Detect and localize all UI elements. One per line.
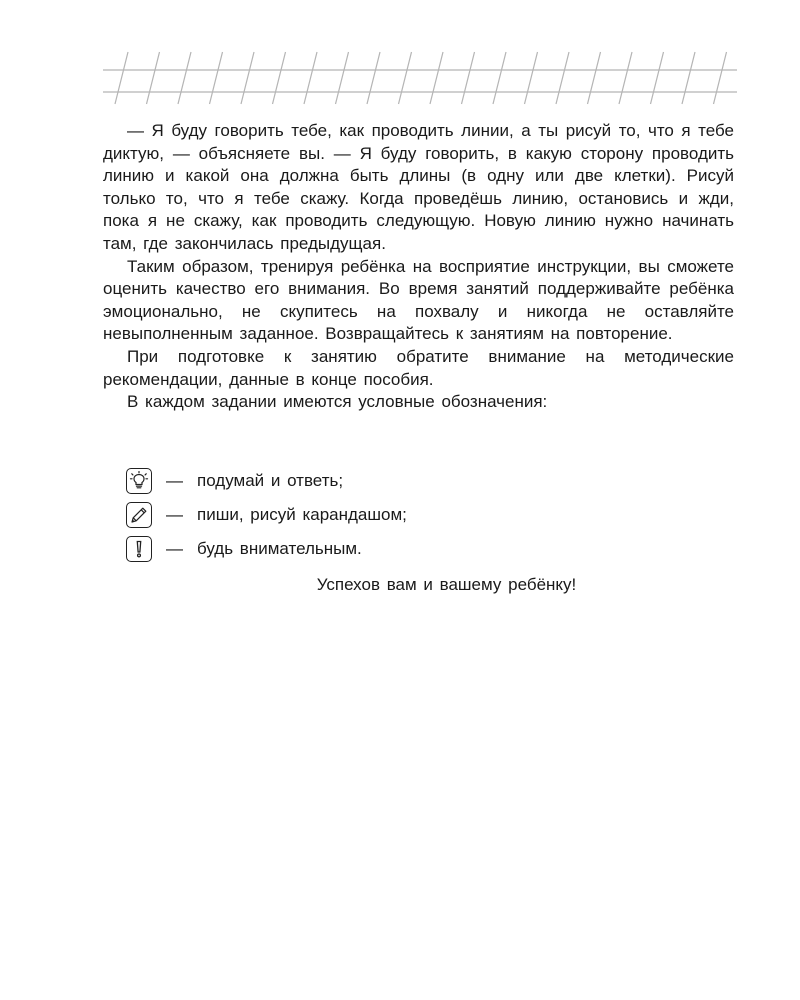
slant-guide-line bbox=[304, 52, 317, 104]
exclamation-icon bbox=[126, 536, 152, 562]
slant-guide-line bbox=[241, 52, 254, 104]
paragraph-attention: Таким образом, тренируя ребёнка на восприятие инструкции, вы сможете оценить качество его внимания. Во время занятий поддерживайте ребёнка эмоционально, не скупитесь на похвалу и никогда не оставляйте невыполненным заданное. Возвращайтесь к занятиям на повторение. bbox=[103, 256, 734, 344]
paragraph-legend-intro: В каждом задании имеются условные обозначения: bbox=[127, 392, 548, 412]
handwriting-guide-lines bbox=[103, 50, 737, 106]
slant-guide-line bbox=[336, 52, 349, 104]
slant-guide-line bbox=[682, 52, 695, 104]
slant-guide-line bbox=[525, 52, 538, 104]
paragraph-recommendations: При подготовке к занятию обратите внимание на методические рекомендации, данные в конце пособия. bbox=[103, 346, 734, 389]
slant-guide-line bbox=[367, 52, 380, 104]
closing-wish: Успехов вам и вашему ребёнку! bbox=[316, 575, 577, 594]
legend-dash: — bbox=[166, 505, 183, 524]
legend-label: будь внимательным. bbox=[197, 539, 362, 558]
slant-guide-line bbox=[178, 52, 191, 104]
slant-guide-line bbox=[147, 52, 160, 104]
slant-guide-line bbox=[462, 52, 475, 104]
legend-label: подумай и ответь; bbox=[197, 471, 344, 490]
slant-guide-line bbox=[115, 52, 128, 104]
pencil-icon bbox=[126, 502, 152, 528]
slant-guide-line bbox=[556, 52, 569, 104]
slant-guide-line bbox=[714, 52, 727, 104]
slant-guide-line bbox=[399, 52, 412, 104]
legend-item-write bbox=[126, 501, 407, 529]
paragraph-dictation: — Я буду говорить тебе, как проводить линии, а ты рисуй то, что я тебе диктую, — объясняете вы. — Я буду говорить, в какую сторону проводить линию и какой она должна быть длины (в одну или две клетки). Рисуй только то, что я тебе скажу. Когда проведёшь линию, остановись и жди, пока я не скажу, как проводить следующую. Новую линию нужно начинать там, где закончилась предыдущая. bbox=[103, 121, 734, 253]
slant-guide-line bbox=[619, 52, 632, 104]
lightbulb-icon bbox=[126, 468, 152, 494]
slant-guide-line bbox=[273, 52, 286, 104]
legend-label: пиши, рисуй карандашом; bbox=[197, 505, 407, 524]
legend-item-attention bbox=[126, 535, 407, 563]
slant-guide-line bbox=[210, 52, 223, 104]
instruction-text bbox=[103, 120, 734, 414]
symbol-legend bbox=[126, 467, 407, 569]
legend-item-think bbox=[126, 467, 407, 495]
legend-dash: — bbox=[166, 471, 183, 490]
legend-dash: — bbox=[166, 539, 183, 558]
slant-guide-line bbox=[430, 52, 443, 104]
slant-guide-line bbox=[588, 52, 601, 104]
slant-guide-line bbox=[651, 52, 664, 104]
slant-guide-line bbox=[493, 52, 506, 104]
